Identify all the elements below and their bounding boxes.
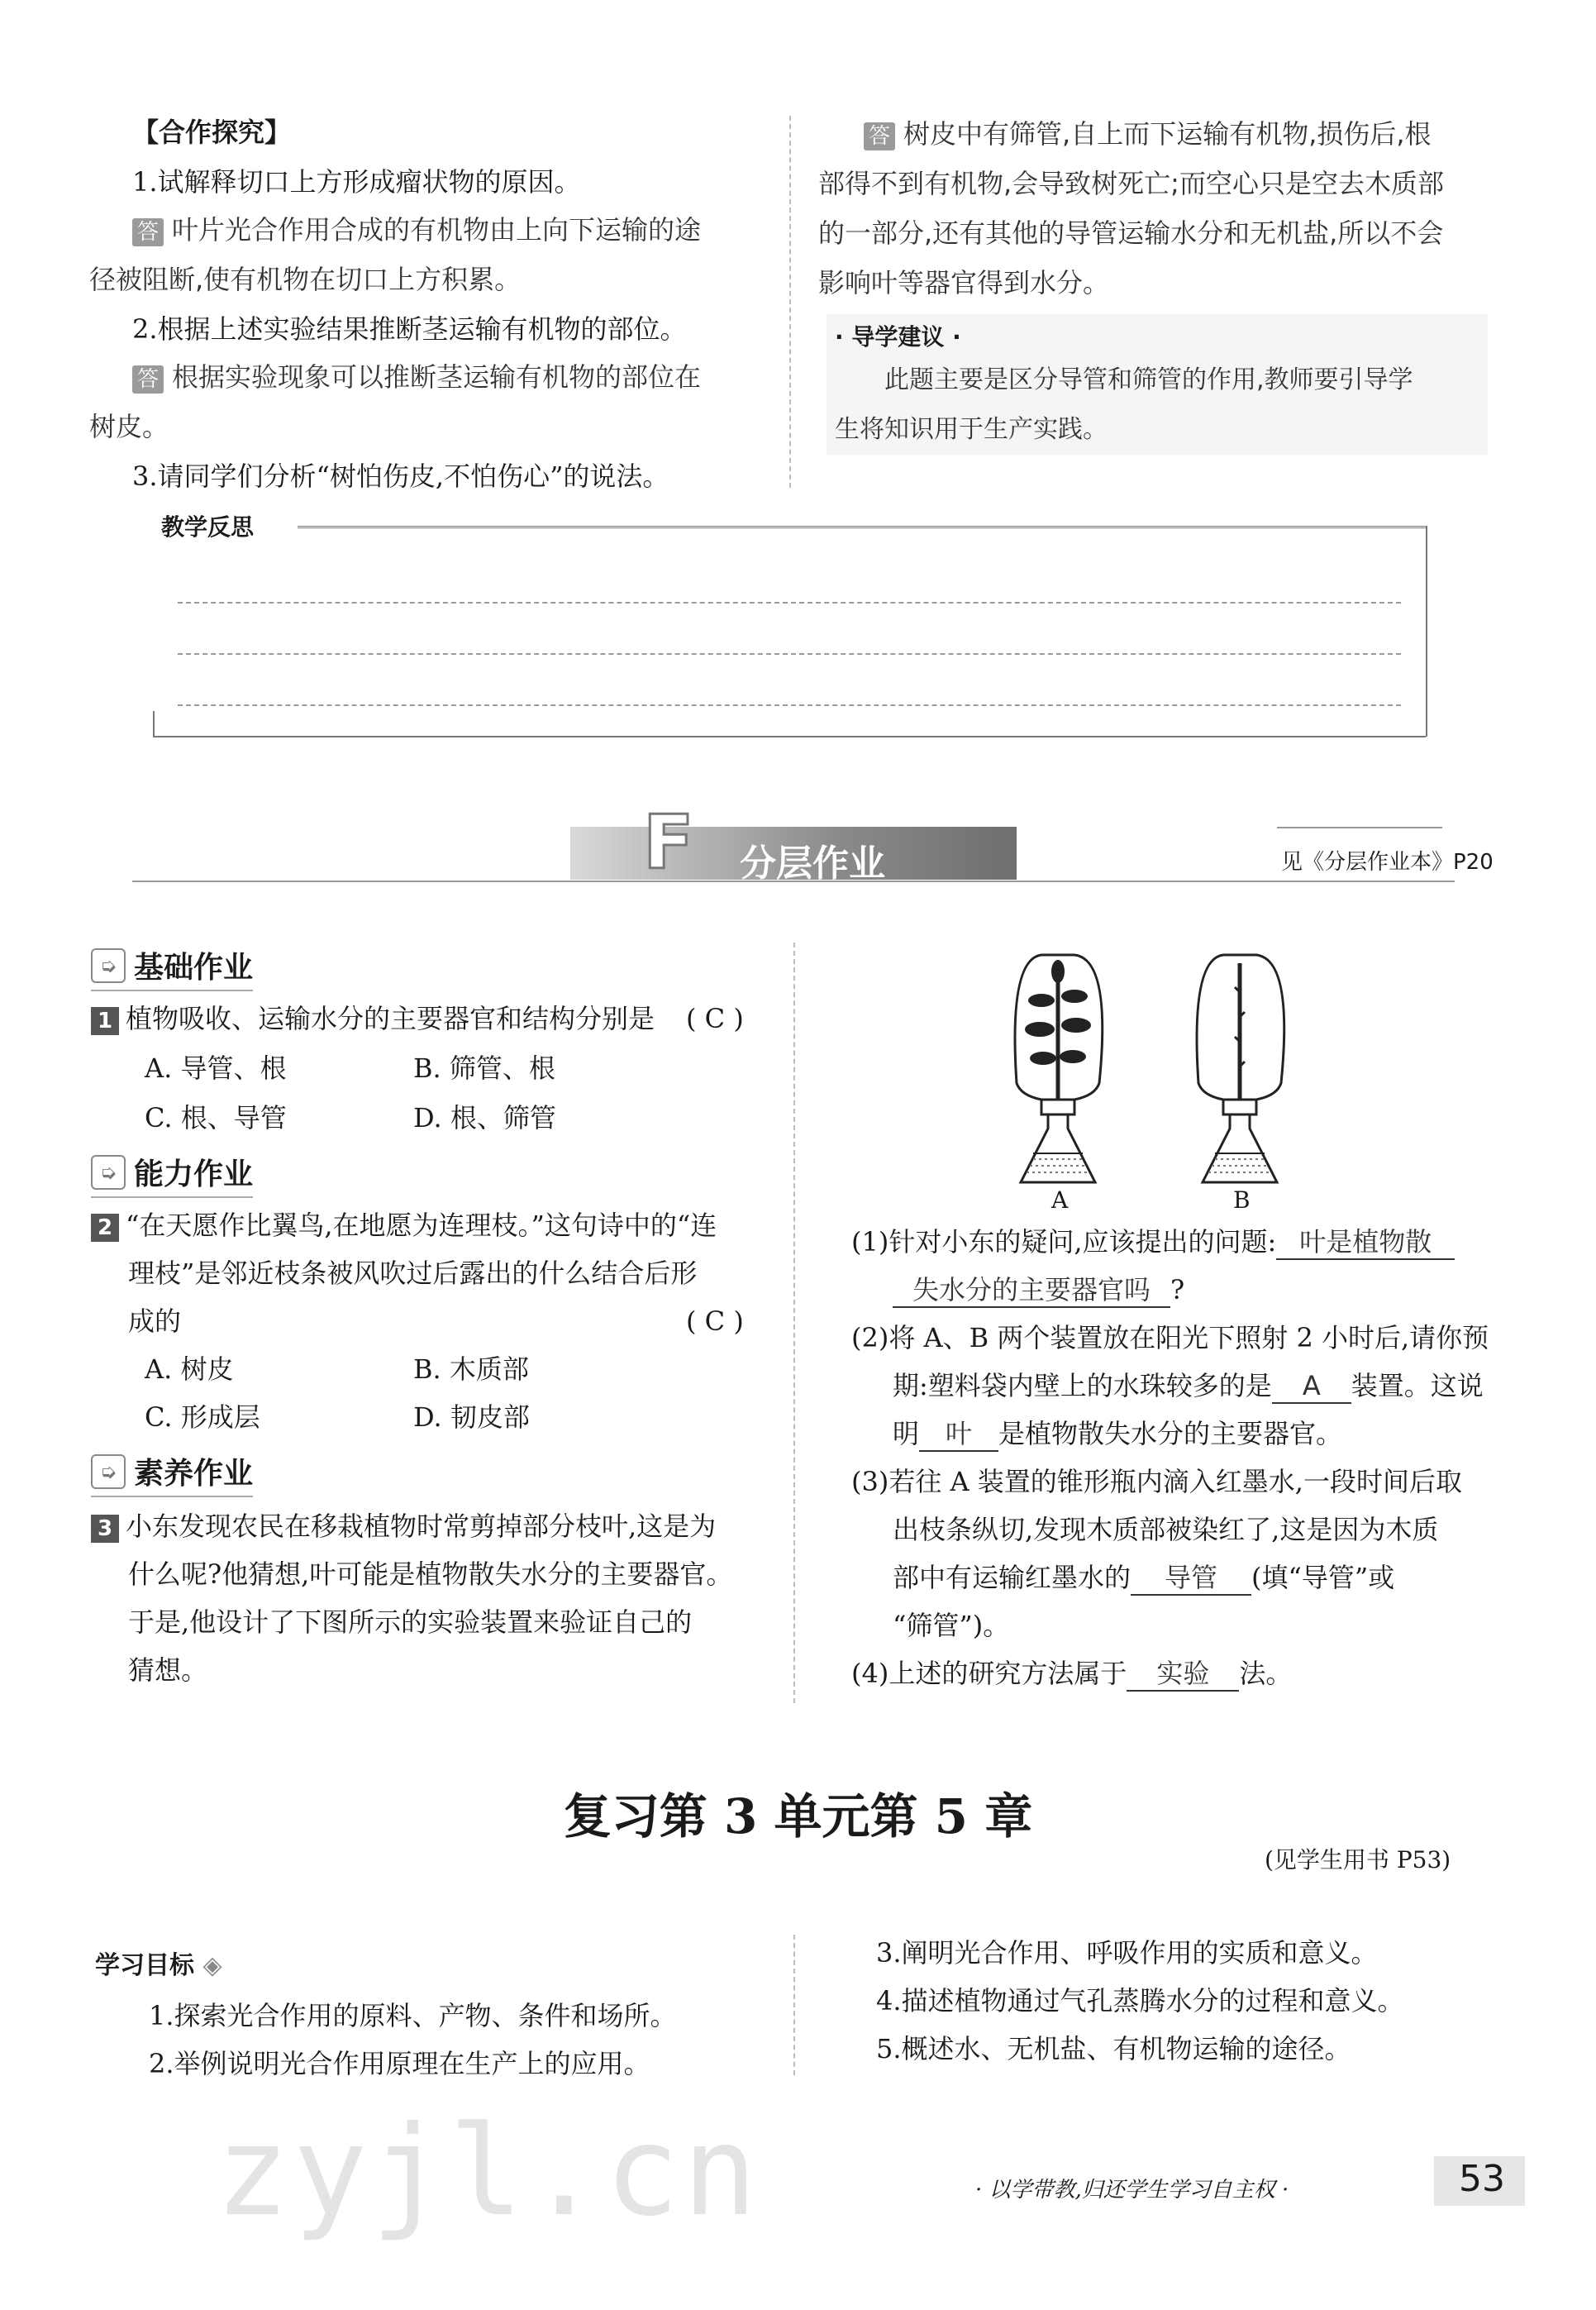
apparatus-a xyxy=(1015,955,1103,1182)
sub3-line3: 部中有运输红墨水的 导管 (填“导管”或 xyxy=(893,1561,1394,1596)
coop-a1-line1: 答 叶片光合作用合成的有机物由上向下运输的途 xyxy=(132,213,701,246)
sub2-line3: 明 叶 是植物散失水分的主要器官。 xyxy=(893,1417,1342,1452)
ability-opt-d: D. 韧皮部 xyxy=(413,1401,530,1433)
goal-4: 4.描述植物通过气孔蒸腾水分的过程和意义。 xyxy=(876,1985,1404,2016)
coop-a1-line2: 径被阻断,使有机物在切口上方积累。 xyxy=(89,264,522,295)
basic-opt-c: C. 根、导管 xyxy=(145,1102,287,1134)
sub3-line1: (3)若往 A 装置的锥形瓶内滴入红墨水,一段时间后取 xyxy=(851,1466,1462,1497)
answer-blank: 实验 xyxy=(1127,1657,1239,1692)
arrow-icon: ➭ xyxy=(91,1454,126,1489)
literacy-line3: 于是,他设计了下图所示的实验装置来验证自己的 xyxy=(128,1606,693,1638)
reflection-bottom-rule xyxy=(153,736,1426,737)
coop-a2-line2: 树皮。 xyxy=(89,411,169,442)
basic-head: ➭ 基础作业 xyxy=(91,944,253,986)
sub3-line4: “筛管”)。 xyxy=(893,1610,1010,1641)
coop-a3-line1: 答 树皮中有筛管,自上而下运输有机物,损伤后,根 xyxy=(864,117,1432,150)
ability-answer: ( C ) xyxy=(686,1305,744,1337)
sub1-line2: 失水分的主要器官吗 ? xyxy=(893,1273,1184,1308)
column-divider xyxy=(789,116,791,488)
apparatus-b xyxy=(1197,955,1284,1182)
reflection-line xyxy=(178,653,1401,655)
figure-label-a: A xyxy=(1051,1186,1069,1214)
ability-line3: 成的 xyxy=(128,1305,182,1337)
coop-q3: 3.请同学们分析“树怕伤皮,不怕伤心”的说法。 xyxy=(132,461,669,492)
diamond-arrow-icon: ◈ xyxy=(202,1951,222,1980)
coop-a3-line3: 的一部分,还有其他的导管运输水分和无机盐,所以不会 xyxy=(818,217,1444,249)
sub4-line: (4)上述的研究方法属于 实验 法。 xyxy=(851,1657,1292,1692)
ability-line1: 2 “在天愿作比翼鸟,在地愿为连理枝。”这句诗中的“连 xyxy=(91,1209,717,1242)
figure-label-b: B xyxy=(1233,1186,1251,1214)
review-ref: (见学生用书 P53) xyxy=(1265,1846,1451,1873)
ability-line2: 理枝”是邻近枝条被风吹过后露出的什么结合后形 xyxy=(128,1258,698,1289)
coop-q2: 2.根据上述实验结果推断茎运输有机物的部位。 xyxy=(132,313,687,345)
coop-q1: 1.试解释切口上方形成瘤状物的原因。 xyxy=(132,166,581,198)
literacy-line1: 3 小东发现农民在移栽植物时常剪掉部分枝叶,这是为 xyxy=(91,1510,716,1543)
answer-blank: 失水分的主要器官吗 xyxy=(893,1273,1170,1308)
answer-tag: 答 xyxy=(132,365,164,394)
watermark: zyjl.cn xyxy=(215,2100,761,2244)
answer-tag: 答 xyxy=(864,122,895,150)
answer-blank: 叶 xyxy=(919,1417,998,1452)
sub1-line1: (1)针对小东的疑问,应该提出的问题: 叶是植物散 xyxy=(851,1225,1455,1260)
banner-letter: F xyxy=(643,799,694,886)
footer-motto: · 以学带教,归还学生学习自主权 · xyxy=(975,2178,1289,2203)
goal-head: 学习目标 ◈ xyxy=(95,1951,222,1980)
reflection-right-rule xyxy=(1426,526,1427,737)
sub3-line2: 出枝条纵切,发现木质部被染红了,这是因为木质 xyxy=(893,1514,1439,1545)
coop-a3-line2: 部得不到有机物,会导致树死亡;而空心只是空去木质部 xyxy=(818,168,1444,199)
banner-title: 分层作业 xyxy=(740,842,885,885)
basic-question: 1 植物吸收、运输水分的主要器官和结构分别是 xyxy=(91,1002,655,1035)
basic-opt-d: D. 根、筛管 xyxy=(413,1102,556,1134)
reflection-title: 教学反思 xyxy=(161,513,255,541)
reflection-left-rule xyxy=(153,711,155,736)
experiment-figure xyxy=(992,943,1339,1215)
coop-a3-line4: 影响叶等器官得到水分。 xyxy=(818,267,1110,298)
answer-blank: 导管 xyxy=(1131,1561,1251,1596)
ability-opt-c: C. 形成层 xyxy=(145,1401,260,1433)
ability-head: ➭ 能力作业 xyxy=(91,1151,253,1193)
coop-heading: 【合作探究】 xyxy=(132,117,292,148)
page-number: 53 xyxy=(1459,2158,1505,2200)
answer-blank: 叶是植物散 xyxy=(1276,1225,1455,1260)
banner-rule-top xyxy=(1277,827,1442,828)
reflection-top-rule xyxy=(298,526,1426,528)
basic-opt-b: B. 筛管、根 xyxy=(413,1052,555,1084)
literacy-head: ➭ 素养作业 xyxy=(91,1450,253,1492)
sub2-line2: 期:塑料袋内壁上的水珠较多的是 A 装置。这说 xyxy=(893,1369,1484,1404)
guide-title: · 导学建议 · xyxy=(835,323,961,351)
guide-line1: 此题主要是区分导管和筛管的作用,教师要引导学 xyxy=(884,365,1413,394)
goal-1: 1.探索光合作用的原料、产物、条件和场所。 xyxy=(149,2000,677,2031)
guide-line2: 生将知识用于生产实践。 xyxy=(835,415,1108,444)
coop-a2-line1: 答 根据实验现象可以推断茎运输有机物的部位在 xyxy=(132,360,701,394)
reflection-line xyxy=(178,602,1401,604)
homework-ref: 见《分层作业本》P20 xyxy=(1281,850,1494,875)
ability-opt-a: A. 树皮 xyxy=(145,1353,234,1385)
sub2-line1: (2)将 A、B 两个装置放在阳光下照射 2 小时后,请你预 xyxy=(851,1322,1489,1353)
basic-answer: ( C ) xyxy=(686,1003,744,1034)
column-divider xyxy=(793,943,795,1703)
column-divider xyxy=(793,1935,795,2075)
arrow-icon: ➭ xyxy=(91,1155,126,1190)
goal-3: 3.阐明光合作用、呼吸作用的实质和意义。 xyxy=(876,1937,1378,1969)
arrow-icon: ➭ xyxy=(91,948,126,983)
reflection-line xyxy=(178,704,1401,706)
literacy-line2: 什么呢?他猜想,叶可能是植物散失水分的主要器官。 xyxy=(128,1558,733,1590)
ability-opt-b: B. 木质部 xyxy=(413,1353,529,1385)
goal-2: 2.举例说明光合作用原理在生产上的应用。 xyxy=(149,2048,650,2079)
goal-5: 5.概述水、无机盐、有机物运输的途径。 xyxy=(876,2033,1351,2064)
review-title: 复习第 3 单元第 5 章 xyxy=(563,1788,1033,1845)
answer-tag: 答 xyxy=(132,218,164,246)
basic-opt-a: A. 导管、根 xyxy=(145,1052,287,1084)
literacy-line4: 猜想。 xyxy=(128,1654,208,1686)
answer-blank: A xyxy=(1272,1369,1351,1404)
